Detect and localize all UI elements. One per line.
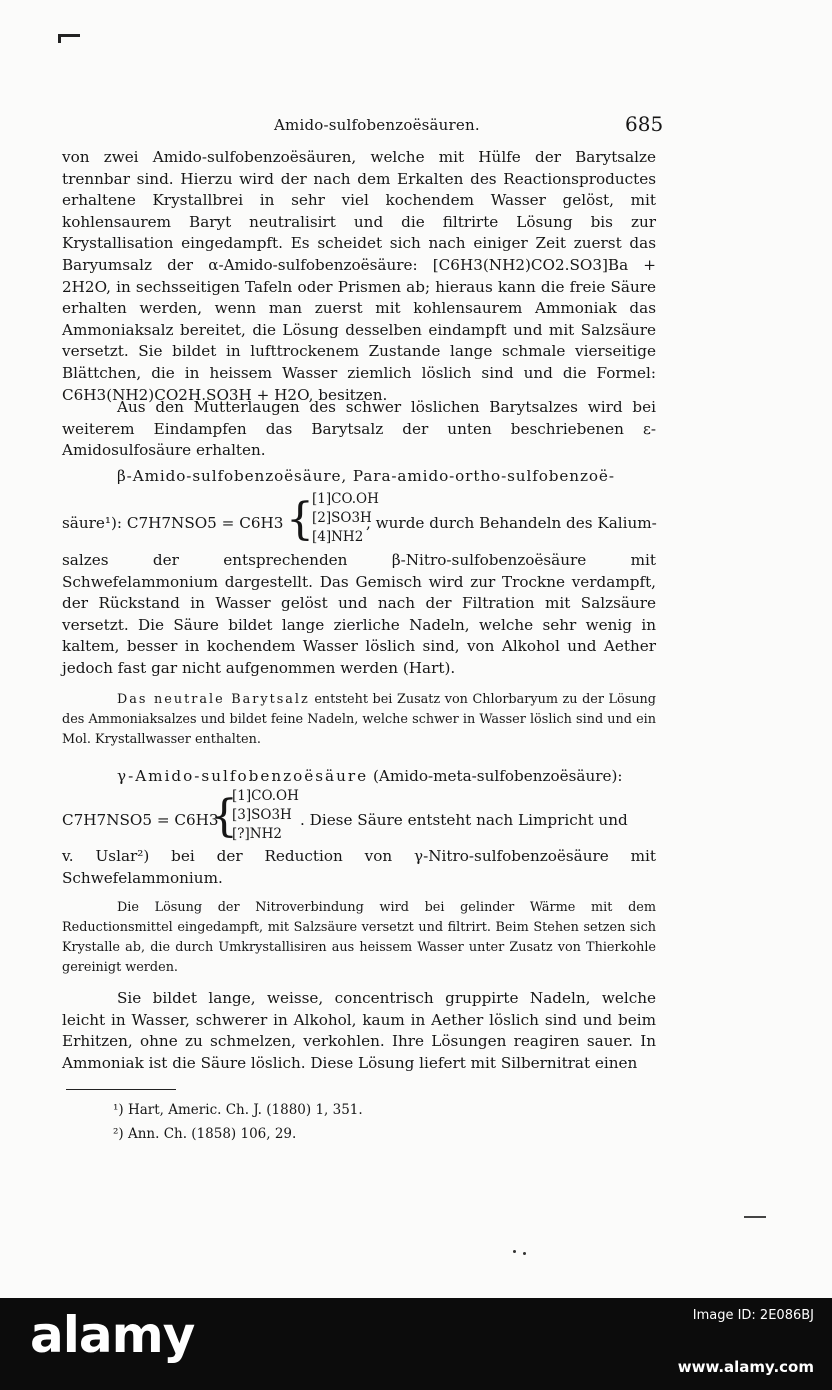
paragraph-4: v. Uslar²) bei der Reduction von γ-Nitro-sulfobenzoësäure mit Schwefelammonium. bbox=[62, 847, 656, 887]
margin-dash bbox=[744, 1216, 766, 1218]
note-barytsalz-text: entsteht bei Zusatz von Chlorbaryum zu der Lösung des Ammoniaksalzes und bildet feine Nadeln, welche schwer in Wasser löslich sind und ein Mol. Krystallwasser enthalten. bbox=[62, 692, 656, 747]
note-barytsalz-spaced: Das neutrale Barytsalz bbox=[117, 692, 310, 707]
speck-dot bbox=[523, 1252, 526, 1255]
beta-row-2: [2]SO3H bbox=[312, 510, 372, 526]
paragraph-1: von zwei Amido-sulfobenzoësäuren, welche mit Hülfe der Barytsalze trennbar sind. Hierzu wird der nach dem Erkalten des Reactionsproductes erhaltene Krystallbrei in sehr viel kochendem Wasser gelöst, mit kohlensaurem Baryt neutralisirt und die filtrirte Lösung bis zur Krystallisation eingedampft. Es scheidet sich nach einiger Zeit zuerst das Baryumsalz der α-Amido-sulfobenzoësäure: [C6H3(NH2)CO2.SO3]Ba + 2H2O, in sechsseitigen Tafeln oder Prismen ab; hieraus kann die freie Säure erhalten werden, wenn man zuerst mit kohlensaurem Ammoniak das Ammoniaksalz bereitet, die Lösung desselben eindampft und mit Salzsäure versetzt. Sie bildet in lufttrockenem Zustande lange schmale vierseitige Blättchen, die in heissem Wasser ziemlich löslich sind und die Formel: C6H3(NH2)CO2H.SO3H + H2O, besitzen. bbox=[62, 148, 656, 404]
page-number: 685 bbox=[625, 112, 664, 136]
footnote-2: ²) Ann. Ch. (1858) 106, 29. bbox=[113, 1126, 297, 1142]
beta-row-1: [1]CO.OH bbox=[312, 491, 379, 507]
footnote-rule bbox=[66, 1089, 176, 1090]
footnote-1: ¹) Hart, Americ. Ch. J. (1880) 1, 351. bbox=[113, 1102, 363, 1118]
gamma-heading bbox=[62, 766, 656, 788]
beta-formula-rest: , wurde durch Behandeln des Kalium- bbox=[366, 514, 657, 532]
gamma-row-3: [?]NH2 bbox=[232, 826, 282, 842]
alamy-logo: alamy bbox=[30, 1306, 195, 1364]
note-barytsalz bbox=[62, 690, 656, 750]
gamma-formula-lhs: C7H7NSO5 = C6H3 bbox=[62, 811, 219, 829]
gamma-row-1: [1]CO.OH bbox=[232, 788, 299, 804]
running-title: Amido-sulfobenzoësäuren. bbox=[274, 116, 480, 134]
beta-heading: β-Amido-sulfobenzoësäure, Para-amido-ortho-sulfobenzoë- bbox=[117, 467, 615, 485]
gamma-formula-rows bbox=[232, 787, 299, 844]
gamma-row-2: [3]SO3H bbox=[232, 807, 292, 823]
note-reduction: Die Lösung der Nitroverbindung wird bei gelinder Wärme mit dem Reductionsmittel eingedampft, mit Salzsäure versetzt und filtrirt. Beim Stehen setzen sich Krystalle ab, die durch Umkrystallisiren aus heissem Wasser unter Zusatz von Thierkohle gereinigt werden. bbox=[62, 900, 656, 975]
image-id: Image ID: 2E086BJ bbox=[692, 1308, 814, 1323]
paragraph-3: salzes der entsprechenden β-Nitro-sulfobenzoësäure mit Schwefelammonium dargestellt. Das Gemisch wird zur Trockne verdampft, der Rückstand in Wasser gelöst und nach der Filtration mit Salzsäure versetzt. Die Säure bildet lange zierliche Nadeln, welche sehr wenig in kaltem, besser in kochendem Wasser löslich sind, von Alkohol und Aether jedoch fast gar nicht aufgenommen werden (Hart). bbox=[62, 551, 656, 677]
paragraph-2: Aus den Mutterlaugen des schwer löslichen Barytsalzes wird bei weiterem Eindampfen das Barytsalz der unten beschriebenen ε-Amidosulfosäure erhalten. bbox=[62, 398, 656, 460]
gamma-formula-rest: . Diese Säure entsteht nach Limpricht und bbox=[300, 811, 628, 829]
gamma-brace: { bbox=[210, 791, 238, 842]
speck-dot bbox=[513, 1250, 516, 1253]
gamma-heading-text: (Amido-meta-sulfobenzoësäure): bbox=[368, 767, 623, 785]
watermark-url: www.alamy.com bbox=[677, 1358, 814, 1376]
gamma-heading-spaced: γ-Amido-sulfobenzoësäure bbox=[117, 767, 369, 785]
page-corner-mark bbox=[58, 34, 80, 37]
paragraph-5: Sie bildet lange, weisse, concentrisch gruppirte Nadeln, welche leicht in Wasser, schwerer in Alkohol, kaum in Aether löslich sind und beim Erhitzen, ohne zu schmelzen, verkohlen. Ihre Lösungen reagiren sauer. In Ammoniak ist die Säure löslich. Diese Lösung liefert mit Silbernitrat einen bbox=[62, 989, 656, 1072]
beta-formula-lhs: säure¹): C7H7NSO5 = C6H3 bbox=[62, 514, 284, 532]
beta-brace: { bbox=[286, 494, 314, 545]
beta-row-3: [4]NH2 bbox=[312, 529, 364, 545]
